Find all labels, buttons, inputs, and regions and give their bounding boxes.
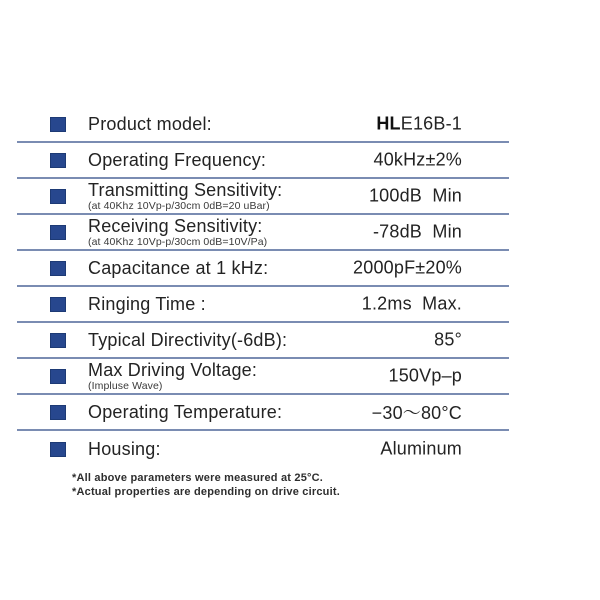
spec-value-text: 1.2ms Max. xyxy=(361,293,462,314)
spec-row xyxy=(17,215,509,251)
spec-label-group xyxy=(88,439,161,460)
spec-label-group xyxy=(88,150,266,171)
spec-value-text: Aluminum xyxy=(380,438,462,459)
spec-label-group xyxy=(88,114,212,135)
spec-row xyxy=(17,431,509,467)
spec-label-group xyxy=(88,294,206,315)
bullet-square-icon xyxy=(50,261,66,276)
footnotes xyxy=(72,472,340,499)
bullet-square-icon xyxy=(50,153,66,168)
spec-row xyxy=(17,143,509,179)
spec-value-text: 150Vp–p xyxy=(388,365,462,386)
spec-label: Operating Temperature: xyxy=(88,401,283,422)
spec-value-text: 40kHz±2% xyxy=(373,149,462,170)
spec-value xyxy=(373,222,462,243)
spec-row xyxy=(17,251,509,287)
spec-value xyxy=(372,399,462,425)
spec-label: Receiving Sensitivity: xyxy=(88,215,263,236)
spec-value-text: E16B-1 xyxy=(400,113,462,134)
spec-label: Housing: xyxy=(88,438,161,459)
spec-row xyxy=(17,359,509,395)
spec-label: Operating Frequency: xyxy=(88,149,267,170)
footnote-drive-circuit: *Actual properties are depending on drive circuit. xyxy=(72,485,340,498)
spec-row xyxy=(17,323,509,359)
bullet-square-icon xyxy=(50,369,66,384)
spec-value xyxy=(389,366,462,387)
bullet-square-icon xyxy=(50,225,66,240)
spec-value xyxy=(353,258,462,279)
spec-label: Typical Directivity(-6dB): xyxy=(88,329,288,350)
spec-label-group xyxy=(88,180,282,213)
spec-label: Capacitance at 1 kHz: xyxy=(88,257,269,278)
spec-value-text: 2000pF±20% xyxy=(353,257,462,278)
bullet-square-icon xyxy=(50,442,66,457)
spec-value xyxy=(369,186,462,207)
spec-label-group xyxy=(88,216,267,249)
bullet-square-icon xyxy=(50,333,66,348)
spec-label-group xyxy=(88,360,257,393)
spec-row xyxy=(17,179,509,215)
spec-label-group xyxy=(88,330,287,351)
spec-row xyxy=(17,287,509,323)
spec-value-text: 100dB Min xyxy=(368,185,462,206)
bullet-square-icon xyxy=(50,117,66,132)
spec-label: Ringing Time : xyxy=(88,293,206,314)
spec-value-bold: HL xyxy=(376,113,401,134)
spec-value-text: -78dB Min xyxy=(372,221,462,242)
spec-table xyxy=(17,107,509,467)
spec-row xyxy=(17,107,509,143)
spec-value xyxy=(434,330,462,351)
spec-label-group xyxy=(88,258,268,279)
spec-value xyxy=(373,150,462,171)
spec-sublabel: (Impluse Wave) xyxy=(88,380,163,393)
spec-value xyxy=(362,294,462,315)
bullet-square-icon xyxy=(50,297,66,312)
bullet-square-icon xyxy=(50,405,66,420)
spec-row xyxy=(17,395,509,431)
spec-label: Transmitting Sensitivity: xyxy=(88,179,283,200)
spec-sublabel: (at 40Khz 10Vp-p/30cm 0dB=20 uBar) xyxy=(88,200,270,213)
spec-label: Max Driving Voltage: xyxy=(88,359,258,380)
spec-value-text: 85° xyxy=(434,329,462,350)
spec-value xyxy=(376,114,462,135)
spec-value xyxy=(380,439,462,460)
spec-label: Product model: xyxy=(88,113,212,134)
spec-value-text: −30～80°C xyxy=(371,403,462,423)
footnote-measured-at: *All above parameters were measured at 25°C. xyxy=(72,472,324,484)
spec-label-group xyxy=(88,402,282,423)
bullet-square-icon xyxy=(50,189,66,204)
spec-sublabel: (at 40Khz 10Vp-p/30cm 0dB=10V/Pa) xyxy=(88,236,268,249)
